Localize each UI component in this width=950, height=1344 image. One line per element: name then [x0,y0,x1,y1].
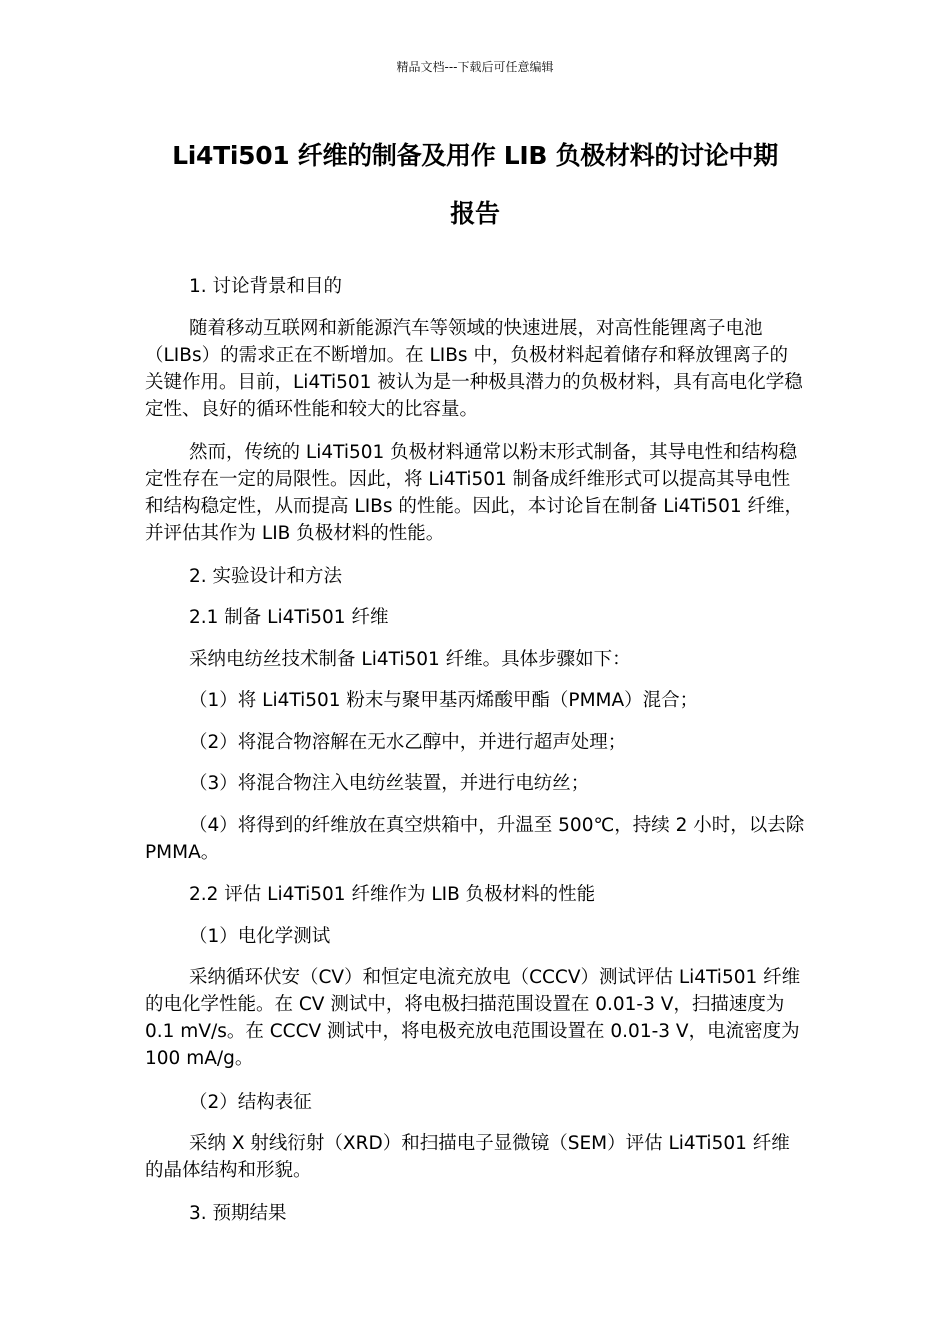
document-title-line1: Li4Ti501 纤维的制备及用作 LIB 负极材料的讨论中期 [172,141,778,170]
step-2: （2）将混合物溶解在无水乙醇中，并进行超声处理； [189,732,627,753]
item-structure-characterization: （2）结构表征 [189,1092,312,1113]
paragraph-background-1: 随着移动互联网和新能源汽车等领域的快速进展，对高性能锂离子电池（LIBs）的需求正在不断增加。在 LIBs 中，负极材料起着储存和释放锂离子的关键作用。目前，Li4Ti501 被认为是一种极具潜力的负极材料，具有高电化学稳定性、良好的循环性能和较大的比容量。 [145,318,803,420]
paragraph-electrochemical: 采纳循环伏安（CV）和恒定电流充放电（CCCV）测试评估 Li4Ti501 纤维的电化学性能。在 CV 测试中，将电极扫描范围设置在 0.01-3 V，扫描速度为 0.1 mV/s。在 CCCV 测试中，将电极充放电范围设置在 0.01-3 V，电流密度为 100 mA/g。 [145,967,801,1069]
paragraph-background-2: 然而，传统的 Li4Ti501 负极材料通常以粉末形式制备，其导电性和结构稳定性存在一定的局限性。因此，将 Li4Ti501 制备成纤维形式可以提高其导电性和结构稳定性，从而提高 LIBs 的性能。因此，本讨论旨在制备 Li4Ti501 纤维，并评估其作为 LIB 负极材料的性能。 [145,442,804,544]
section-heading-2: 2. 实验设计和方法 [189,566,343,587]
step-1: （1）将 Li4Ti501 粉末与聚甲基丙烯酸甲酯（PMMA）混合； [189,690,699,711]
paragraph-structure: 采纳 X 射线衍射（XRD）和扫描电子显微镜（SEM）评估 Li4Ti501 纤维的晶体结构和形貌。 [145,1133,790,1181]
paragraph-method-intro: 采纳电纺丝技术制备 Li4Ti501 纤维。具体步骤如下： [189,649,631,670]
document-title-line2: 报告 [450,199,500,228]
section-heading-3: 3. 预期结果 [189,1203,287,1224]
section-heading-1: 1. 讨论背景和目的 [189,276,343,297]
subsection-heading-2-1: 2.1 制备 Li4Ti501 纤维 [189,607,389,628]
page-header: 精品文档---下载后可任意编辑 [396,60,554,74]
subsection-heading-2-2: 2.2 评估 Li4Ti501 纤维作为 LIB 负极材料的性能 [189,884,596,905]
step-4: （4）将得到的纤维放在真空烘箱中，升温至 500℃，持续 2 小时，以去除 PMMA。 [145,815,805,863]
step-3: （3）将混合物注入电纺丝装置，并进行电纺丝； [189,773,590,794]
item-electrochemical-test: （1）电化学测试 [189,926,331,947]
